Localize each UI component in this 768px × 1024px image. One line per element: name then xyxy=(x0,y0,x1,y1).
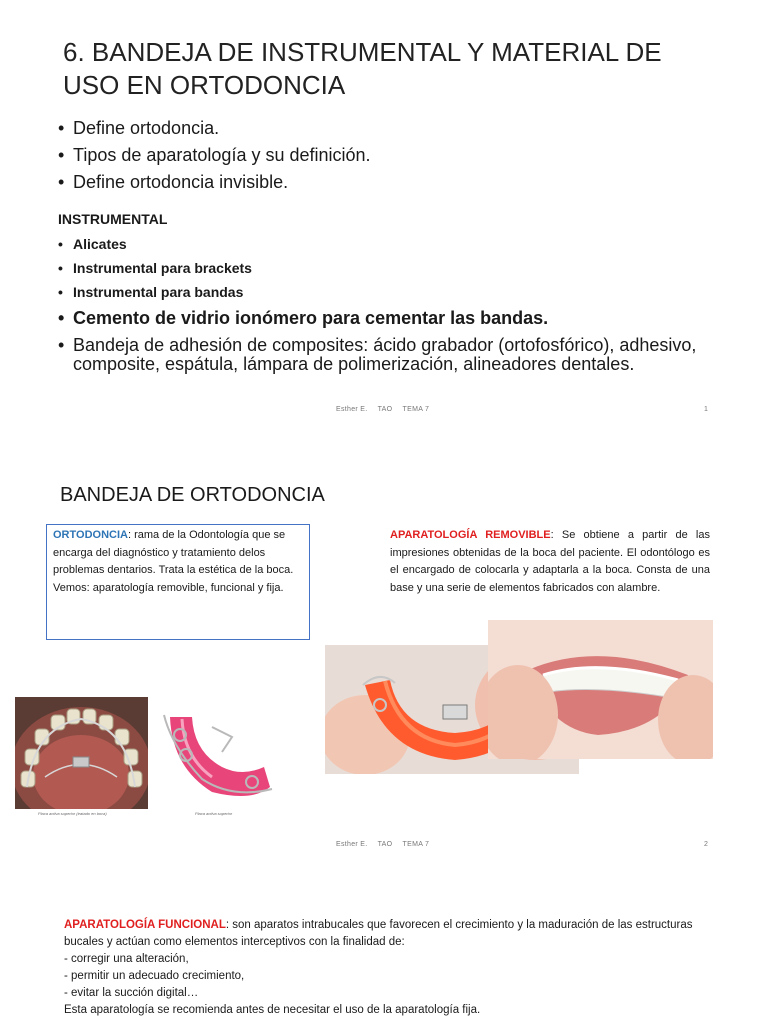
photo-caption: Placa activa superior (tratado en boca) xyxy=(38,811,107,816)
instrumental-item: • Cemento de vidrio ionómero para cementar las bandas. xyxy=(58,306,713,330)
slide-3 xyxy=(0,880,768,1024)
slide-2 xyxy=(0,455,768,855)
removable-definition xyxy=(390,527,710,597)
functional-text: : son aparatos intrabucales que favorecen el crecimiento y la maduración de las estructuras bucales y actúan como elementos interceptivos con la finalidad de: xyxy=(64,919,693,948)
ortodoncia-definition-box xyxy=(46,524,310,640)
removable-text: : Se obtiene a partir de las impresiones obtenidas de la boca del paciente. El odontólogo es el encargado de colocarla y adaptarla a la boca. Consta de una base y una serie de elementos fabricados con alambre. xyxy=(390,529,710,594)
functional-closing: Esta aparatología se recomienda antes de necesitar el uso de la aparatología fija. xyxy=(64,1004,481,1016)
ortodoncia-term: ORTODONCIA xyxy=(53,529,128,541)
instrumental-list xyxy=(58,233,713,374)
functional-item: - corregir una alteración, xyxy=(64,953,189,965)
instrumental-item: • Instrumental para bandas xyxy=(58,281,713,305)
footer-author: Esther E. xyxy=(336,841,368,848)
footer-author: Esther E. xyxy=(336,406,368,413)
page-number: 1 xyxy=(704,406,708,413)
question-list xyxy=(58,115,371,196)
functional-intro xyxy=(64,917,704,951)
question-item: • Define ortodoncia invisible. xyxy=(58,169,371,196)
instrumental-heading: INSTRUMENTAL xyxy=(58,211,168,227)
instrumental-item: • Bandeja de adhesión de composites: ácido grabador (ortofosfórico), adhesivo, composite, espátula, lámpara de polimerización, alineadores dentales. xyxy=(58,336,713,374)
slide-title: BANDEJA DE ORTODONCIA xyxy=(60,484,325,506)
slide-footer xyxy=(336,841,429,848)
footer-topic: TEMA 7 xyxy=(402,406,430,413)
instrumental-item: • Instrumental para brackets xyxy=(58,257,713,281)
instrumental-item: • Alicates xyxy=(58,233,713,257)
question-item: • Define ortodoncia. xyxy=(58,115,371,142)
footer-course: TAO xyxy=(377,406,393,413)
functional-item: - evitar la succión digital… xyxy=(64,987,199,999)
footer-topic: TEMA 7 xyxy=(402,841,430,848)
slide-1 xyxy=(0,0,768,430)
upper-plate-mouth-photo xyxy=(15,697,148,809)
question-item: • Tipos de aparatología y su definición. xyxy=(58,142,371,169)
footer-course: TAO xyxy=(377,841,393,848)
slide-footer xyxy=(336,406,429,413)
slide-title: 6. BANDEJA DE INSTRUMENTAL Y MATERIAL DE USO EN ORTODONCIA xyxy=(63,37,662,100)
pink-plate-photo xyxy=(152,697,280,809)
functional-definition xyxy=(64,917,704,1019)
ortodoncia-text: : rama de la Odontología que se encarga del diagnóstico y tratamiento delos problemas dentarios. Trata la estética de la boca. Vemos: aparatología removible, funcional y fija. xyxy=(53,529,294,594)
page-number: 2 xyxy=(704,841,708,848)
removable-term: APARATOLOGÍA REMOVIBLE xyxy=(390,529,551,541)
functional-term: APARATOLOGÍA FUNCIONAL xyxy=(64,919,226,931)
clear-aligner-photo xyxy=(488,620,713,759)
photo-caption: Placa activa superior xyxy=(195,811,233,816)
functional-item: - permitir un adecuado crecimiento, xyxy=(64,970,245,982)
